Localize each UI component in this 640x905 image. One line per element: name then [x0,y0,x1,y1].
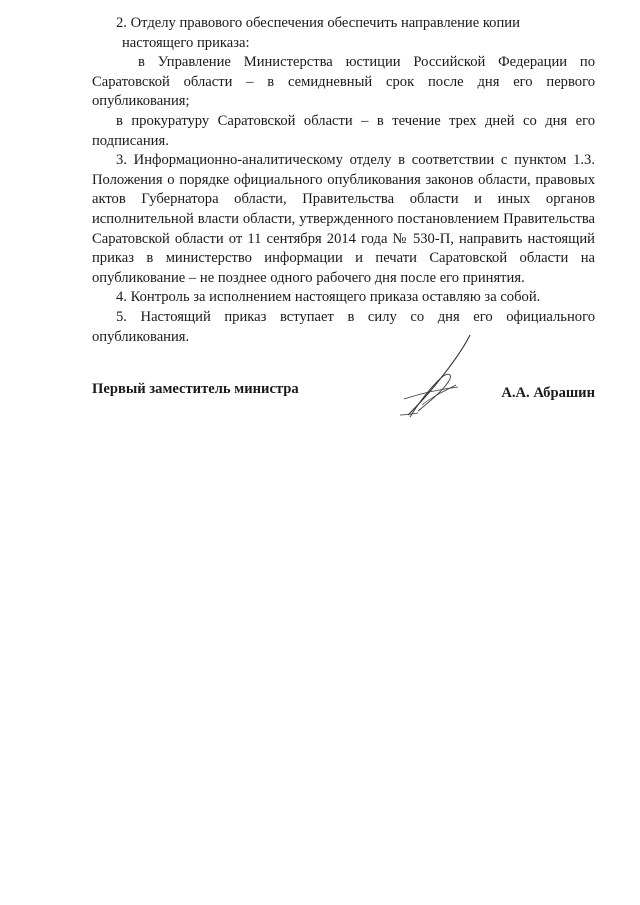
signature-block [92,381,595,421]
paragraph-2-ministry-of-justice: в Управление Министерства юстиции Российской Федерации по Саратовской области – в семидневный срок после дня его первого опубликования; [92,54,595,110]
paragraph-4: 4. Контроль за исполнением настоящего приказа оставляю за собой. [116,289,541,306]
signatory-name: А.А. Абрашин [501,385,595,401]
paragraph-2: 2. Отделу правового обеспечения обеспечить направление копии [116,15,520,31]
paragraph-2-continuation: настоящего приказа: [122,34,250,51]
signatory-title: Первый заместитель министра [92,381,299,397]
document-body [92,14,595,347]
handwritten-signature-icon [392,331,482,421]
paragraph-2-prosecutor: в прокуратуру Саратовской области – в течение трех дней со дня его подписания. [92,112,595,149]
paragraph-5: 5. Настоящий приказ вступает в силу со дня его официального опубликования. [92,308,595,345]
paragraph-3: 3. Информационно-аналитическому отделу в соответствии с пунктом 1.3. Положения о порядке официального опубликования законов области, правовых актов Губернатора области, Правительства области и иных органов исполнительной власти области, утвержденного постановлением Правительства Саратовской области от 11 сентября 2014 года № 530-П, направить настоящий приказ в министерство информации и печати Саратовской области на опубликование – не позднее одного рабочего дня после его принятия. [92,152,595,286]
